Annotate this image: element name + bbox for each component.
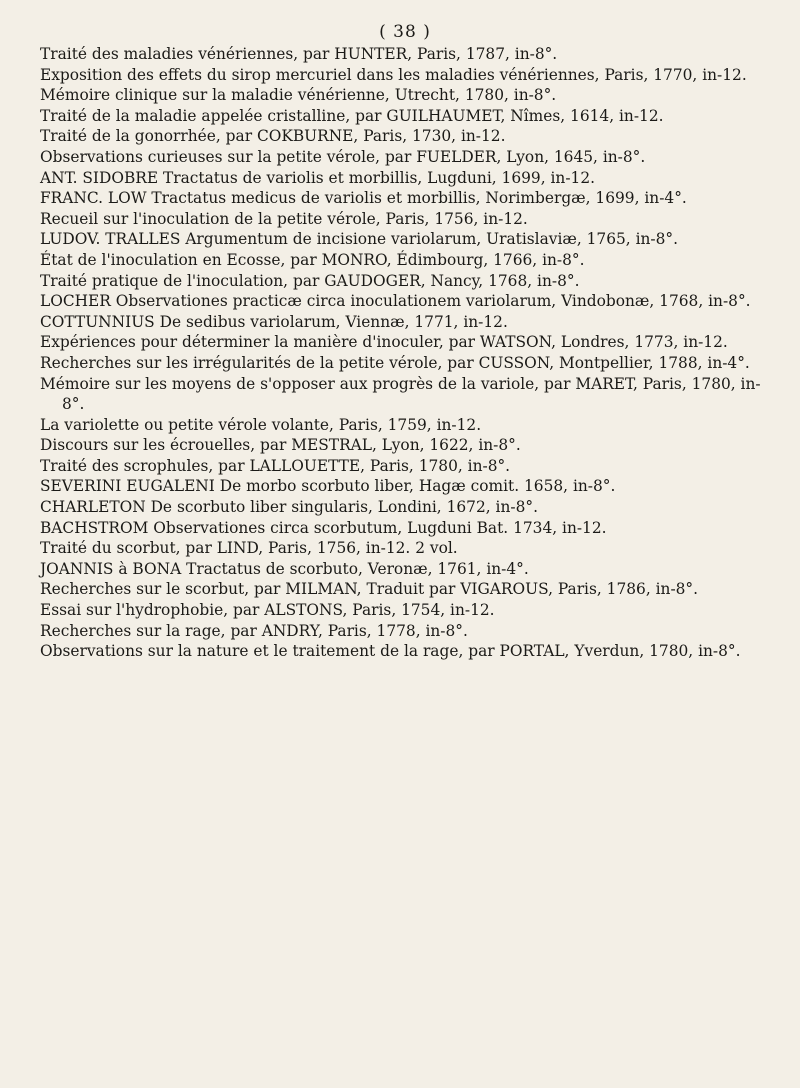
bibliography-entry: Discours sur les écrouelles, par MESTRAL, Lyon, 1622, in-8°. <box>40 436 521 455</box>
bibliography-entry: Recherches sur la rage, par ANDRY, Paris, 1778, in-8°. <box>40 621 468 640</box>
bibliography-entry: Recueil sur l'inoculation de la petite vérole, Paris, 1756, in-12. <box>40 209 528 228</box>
bibliography-entry: FRANC. LOW Tractatus medicus de variolis et morbillis, Norimbergæ, 1699, in-4°. <box>40 189 687 208</box>
bibliography-entry: Recherches sur les irrégularités de la petite vérole, par CUSSON, Montpellier, 1788, in-4°. <box>40 353 750 372</box>
bibliography-entry: État de l'inoculation en Ecosse, par MONRO, Édimbourg, 1766, in-8°. <box>40 250 585 269</box>
bibliography-entry: LUDOV. TRALLES Argumentum de incisione variolarum, Uratislaviæ, 1765, in-8°. <box>40 230 678 249</box>
bibliography-entry: Exposition des effets du sirop mercuriel dans les maladies vénériennes, Paris, 1770, in-12. <box>40 65 747 84</box>
bibliography-entry: CHARLETON De scorbuto liber singularis, Londini, 1672, in-8°. <box>40 498 538 517</box>
bibliography-entry: Mémoire clinique sur la maladie vénérienne, Utrecht, 1780, in-8°. <box>40 86 557 105</box>
bibliography-entry: Traité de la maladie appelée cristalline, par GUILHAUMET, Nîmes, 1614, in-12. <box>40 106 664 125</box>
bibliography-entry: Observations curieuses sur la petite vérole, par FUELDER, Lyon, 1645, in-8°. <box>40 147 646 166</box>
bibliography-entry: Observations sur la nature et le traitement de la rage, par PORTAL, Yverdun, 1780, in-8°. <box>40 642 741 661</box>
bibliography-entry: Expériences pour déterminer la manière d'inoculer, par WATSON, Londres, 1773, in-12. <box>40 333 728 352</box>
bibliography-list <box>40 44 770 662</box>
bibliography-entry: Traité des scrophules, par LALLOUETTE, Paris, 1780, in-8°. <box>40 456 511 475</box>
bibliography-entry: Traité pratique de l'inoculation, par GAUDOGER, Nancy, 1768, in-8°. <box>40 271 580 290</box>
bibliography-entry: JOANNIS à BONA Tractatus de scorbuto, Veronæ, 1761, in-4°. <box>40 559 529 578</box>
bibliography-entry: La variolette ou petite vérole volante, Paris, 1759, in-12. <box>40 415 482 434</box>
bibliography-entry: BACHSTROM Observationes circa scorbutum, Lugduni Bat. 1734, in-12. <box>40 518 607 537</box>
bibliography-entry: Mémoire sur les moyens de s'opposer aux progrès de la variole, par MARET, Paris, 1780, in-8°. <box>40 374 761 414</box>
bibliography-entry: ANT. SIDOBRE Tractatus de variolis et morbillis, Lugduni, 1699, in-12. <box>40 168 596 187</box>
bibliography-entry: Traité des maladies vénériennes, par HUNTER, Paris, 1787, in-8°. <box>40 45 558 63</box>
bibliography-entry: LOCHER Observationes practicæ circa inoculationem variolarum, Vindobonæ, 1768, in-8°. <box>40 292 751 311</box>
bibliography-entry: SEVERINI EUGALENI De morbo scorbuto liber, Hagæ comit. 1658, in-8°. <box>40 477 616 496</box>
bibliography-entry: Traité du scorbut, par LIND, Paris, 1756, in-12. 2 vol. <box>40 539 458 558</box>
bibliography-entry: Recherches sur le scorbut, par MILMAN, Traduit par VIGAROUS, Paris, 1786, in-8°. <box>40 580 699 599</box>
page-number: ( 38 ) <box>379 22 431 42</box>
bibliography-entry: COTTUNNIUS De sedibus variolarum, Viennæ, 1771, in-12. <box>40 312 508 331</box>
bibliography-entry: Traité de la gonorrhée, par COKBURNE, Paris, 1730, in-12. <box>40 127 506 146</box>
bibliography-entry: Essai sur l'hydrophobie, par ALSTONS, Paris, 1754, in-12. <box>40 601 495 620</box>
